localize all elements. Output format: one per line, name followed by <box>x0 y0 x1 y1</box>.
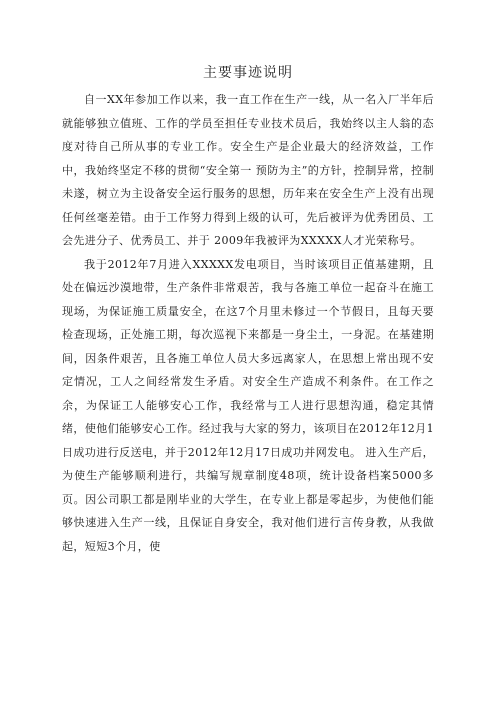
document-body <box>62 88 434 558</box>
paragraph-1: 自一XX年参加工作以来，我一直工作在生产一线，从一名入厂半年后就能够独立值班、工作的学员至担任专业技术员后，我始终以主人翁的态度对待自己所从事的专业工作。安全生产是企业最大的经济效益，工作中，我始终坚定不移的贯彻“安全第一 预防为主”的方针，控制异常，控制未遂，树立为主设备安全运行服务的思想，历年来在安全生产上没有出现任何丝毫差错。由于工作努力得到上级的认可，先后被评为优秀团员、工会先进分子、优秀员工、并于 2009年我被评为XXXXX人才光荣称号。 <box>62 93 434 247</box>
page-title: 主要事迹说明 <box>203 65 293 81</box>
paragraph-2: 我于2012年7月进入XXXXX发电项目，当时该项目正值基建期，且处在偏远沙漠地带，生产条件非常艰苦，我与各施工单位一起奋斗在施工现场，为保证施工质量安全，在这7个月里未修过一个节假日，且每天要检查现场，正处施工期，每次巡视下来都是一身尘土，一身泥。在基建期间，因条件艰苦，且各施工单位人员大多远离家人，在思想上常出现不安定情况，工人之间经常发生矛盾。对安全生产造成不利条件。在工作之余，为保证工人能够安心工作，我经常与工人进行思想沟通，稳定其情绪，使他们能够安心工作。经过我与大家的努力，该项目在2012年12月1日成功进行反送电，并于2012年12月17日成功并网发电。 进入生产后，为使生产能够顺利进行，共编写规章制度48项，统计设备档案5000多页。因公司职工都是刚毕业的大学生，在专业上都是零起步，为使他们能够快速进入生产一线，且保证自身安全，我对他们进行言传身教，从我做起，短短3个月，使 <box>62 257 434 553</box>
